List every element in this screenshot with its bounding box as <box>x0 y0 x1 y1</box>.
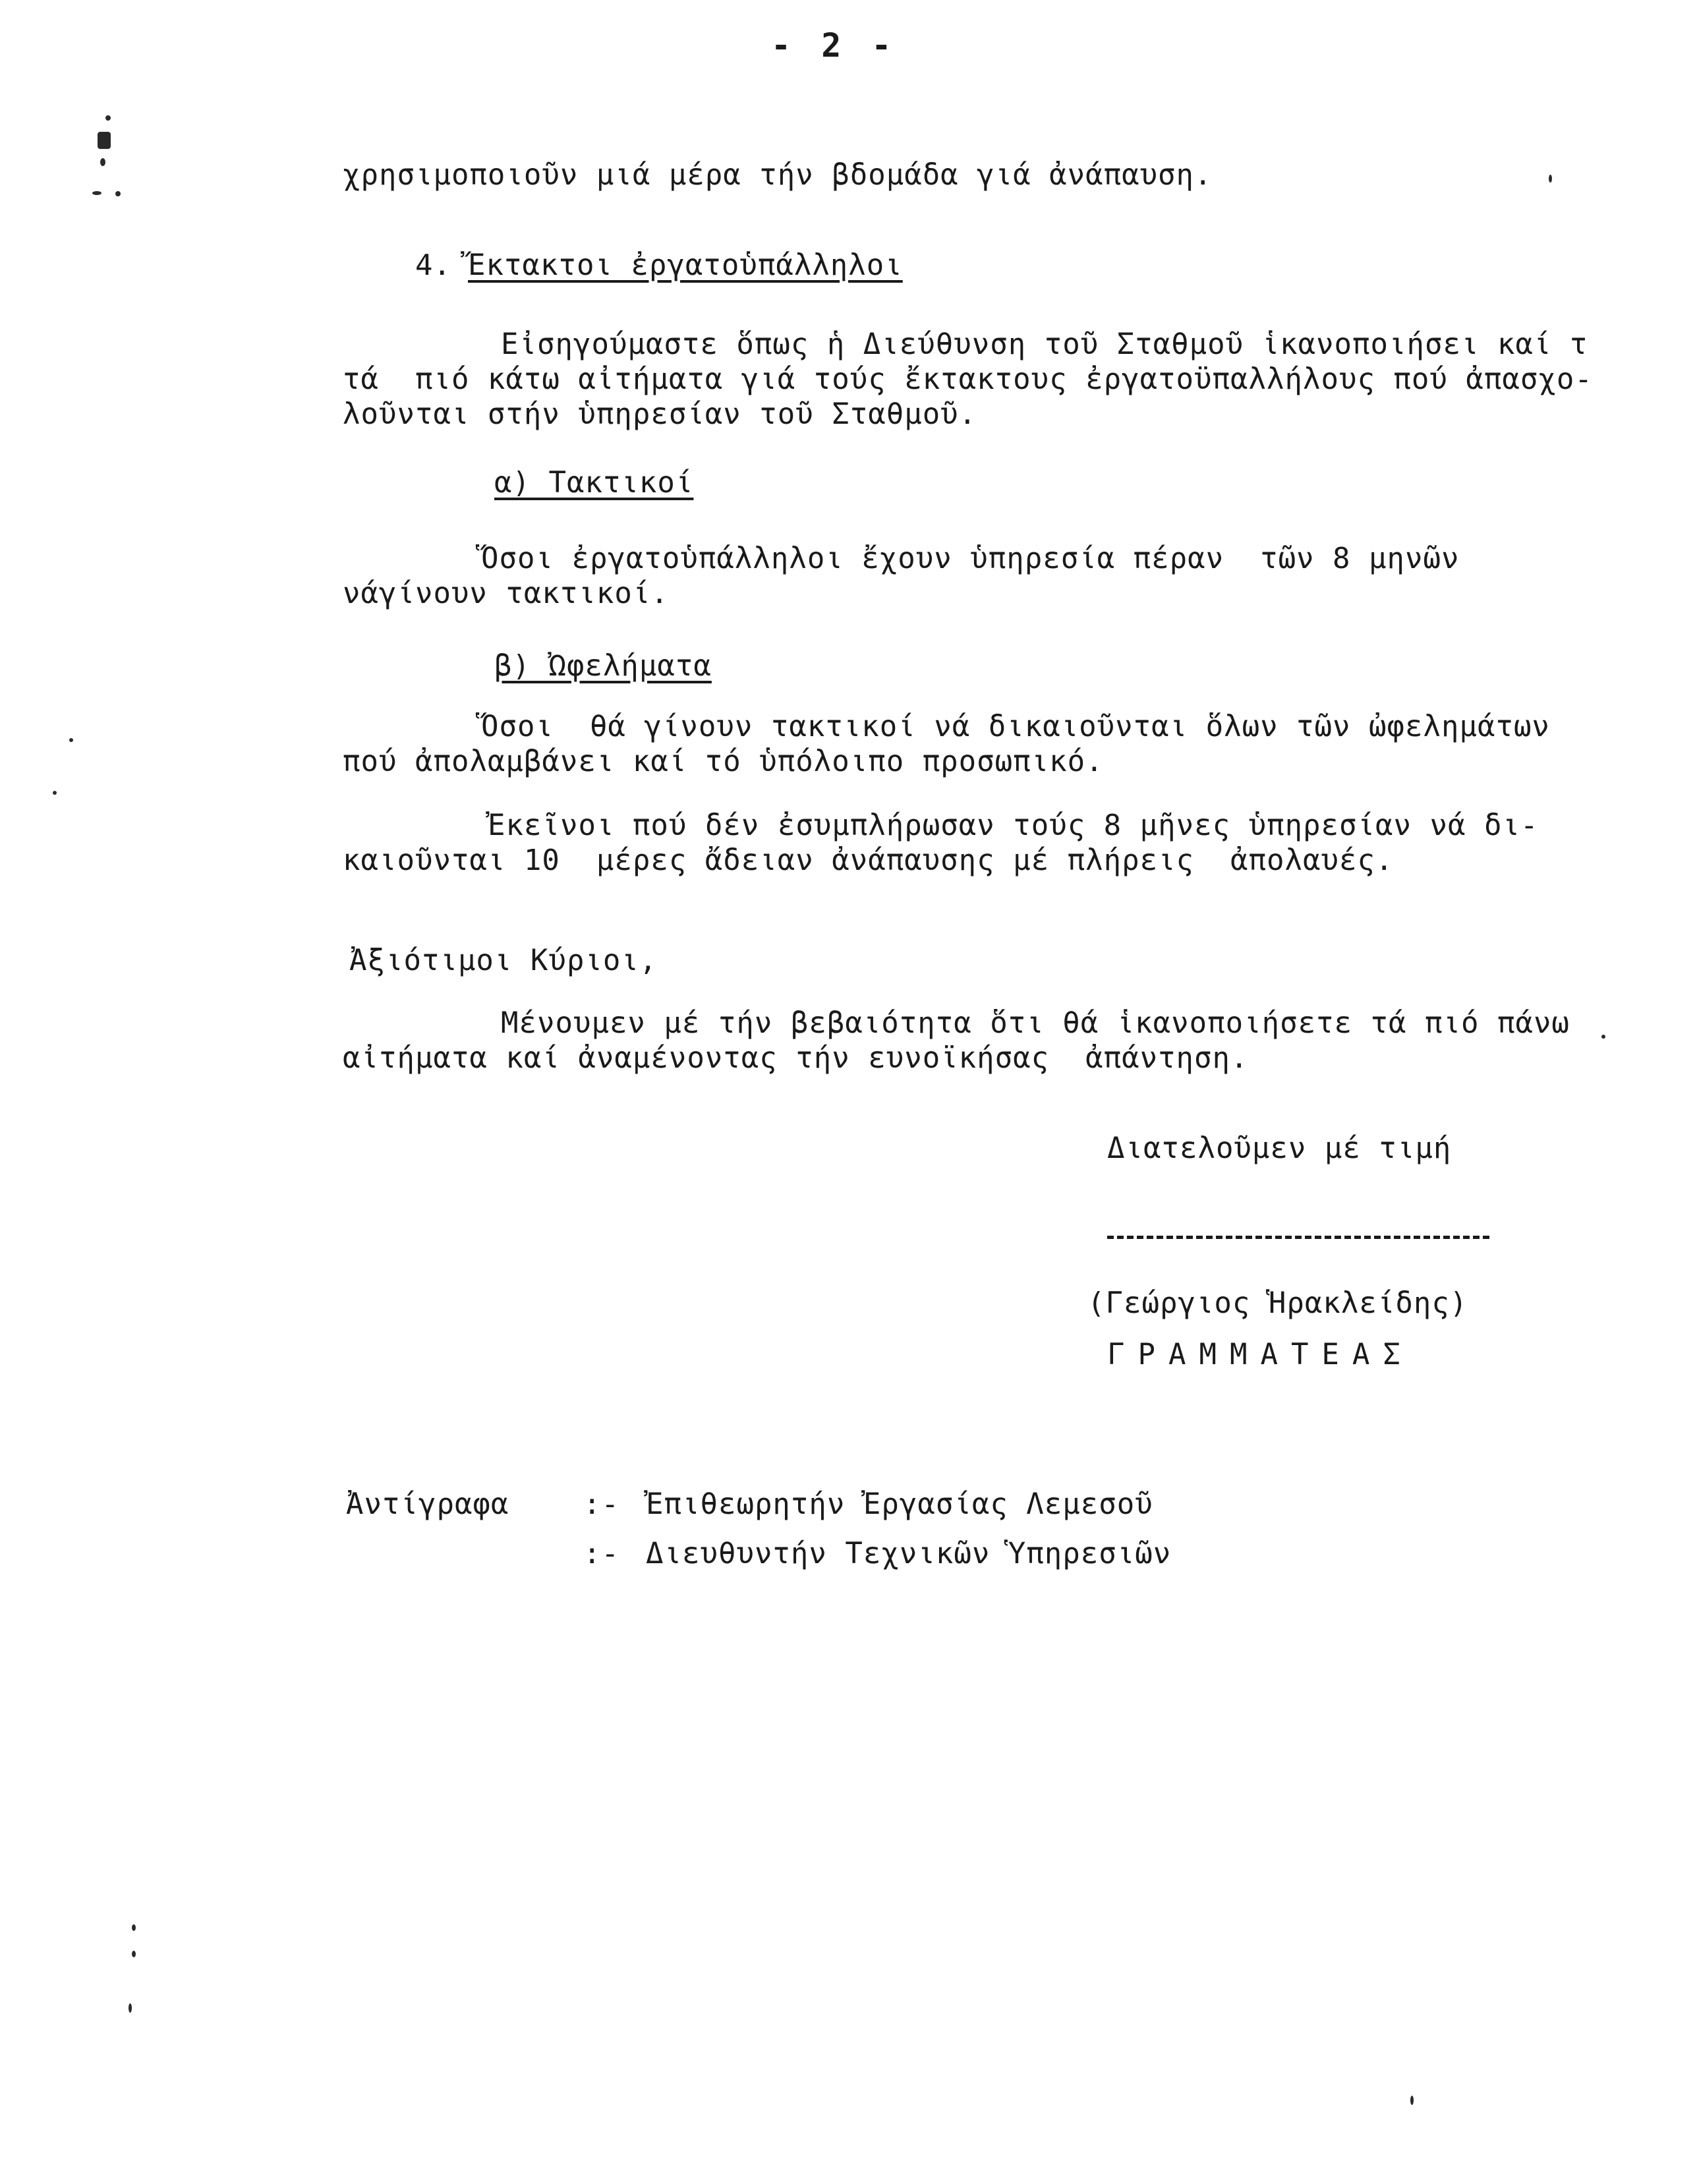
copies-separator-1: :- <box>583 1487 619 1521</box>
continuation-line: χρησιμοποιοῦν μιά μέρα τήν βδομάδα γιά ἀνάπαυση. <box>343 158 1213 192</box>
scan-speck <box>1410 2096 1414 2105</box>
page-number: - 2 - <box>771 26 897 65</box>
scan-speck <box>100 158 105 166</box>
copies-label: Ἀντίγραφα <box>346 1487 509 1521</box>
copies-recipient-1: Ἐπιθεωρητήν Ἐργασίας Λεμεσοῦ <box>646 1487 1153 1521</box>
paragraph-3-line-2: πού ἀπολαμβάνει καί τό ὑπόλοιπο προσωπικό. <box>343 745 1104 778</box>
copies-recipient-2: Διευθυντήν Τεχνικῶν Ὑπηρεσιῶν <box>646 1537 1172 1570</box>
scan-speck <box>1601 1035 1605 1039</box>
scan-speck <box>115 191 121 196</box>
scan-speck <box>69 738 73 742</box>
paragraph-1-line-1: Εἰσηγούμαστε ὅπως ἡ Διεύθυνση τοῦ Σταθμοῦ ἱκανοποιήσει καί τ <box>501 328 1588 361</box>
paragraph-4-line-1: Ἐκεῖνοι πού δέν ἐσυμπλήρωσαν τούς 8 μῆνες ὑπηρεσίαν νά δι- <box>488 809 1539 842</box>
paragraph-5-line-1: Μένουμεν μέ τήν βεβαιότητα ὅτι θά ἱκανοποιήσετε τά πιό πάνω <box>501 1006 1570 1040</box>
scan-speck <box>53 791 57 795</box>
punch-mark <box>98 132 111 149</box>
paragraph-2-line-1: Ὅσοι ἐργατοὑπάλληλοι ἔχουν ὑπηρεσία πέραν τῶν 8 μηνῶν <box>481 542 1460 575</box>
scan-speck <box>132 1924 136 1931</box>
scan-speck <box>129 2003 132 2013</box>
subheading-a: α) Τακτικοί <box>494 466 694 500</box>
closing-phrase: Διατελοῦμεν μέ τιμή <box>1107 1132 1452 1165</box>
signer-name: (Γεώργιος Ἡρακλείδης) <box>1087 1286 1468 1320</box>
signature-line <box>1107 1236 1489 1239</box>
section-number: 4. <box>415 248 451 282</box>
paragraph-3-line-1: Ὅσοι θά γίνουν τακτικοί νά δικαιοῦνται ὅλων τῶν ὠφελημάτων <box>481 710 1550 743</box>
scan-speck <box>132 1951 136 1957</box>
salutation: Ἀξιότιμοι Κύριοι, <box>349 944 658 977</box>
paragraph-5-line-2: αἰτήματα καί ἀναμένοντας τήν ευνοϊκήσας ἀπάντηση. <box>343 1041 1249 1075</box>
subheading-b: β) Ὠφελήματα <box>494 649 712 683</box>
paragraph-2-line-2: νάγίνουν τακτικοί. <box>343 577 669 610</box>
signer-title: ΓΡΑΜΜΑΤΕΑΣ <box>1107 1338 1414 1371</box>
paragraph-1-line-3: λοῦνται στήν ὑπηρεσίαν τοῦ Σταθμοῦ. <box>343 397 977 431</box>
scan-speck <box>1549 175 1552 183</box>
paragraph-4-line-2: καιοῦνται 10 μέρες ἄδειαν ἀνάπαυσης μέ πλήρεις ἀπολαυές. <box>343 844 1394 877</box>
paragraph-1-line-2: τά πιό κάτω αἰτήματα γιά τούς ἔκτακτους ἐργατοϋπαλλήλους πού ἀπασχο- <box>343 362 1593 396</box>
scan-speck <box>105 115 111 121</box>
scan-speck <box>92 191 101 195</box>
copies-separator-2: :- <box>583 1537 619 1570</box>
section-heading: Ἔκτακτοι ἐργατοὑπάλληλοι <box>468 248 903 282</box>
